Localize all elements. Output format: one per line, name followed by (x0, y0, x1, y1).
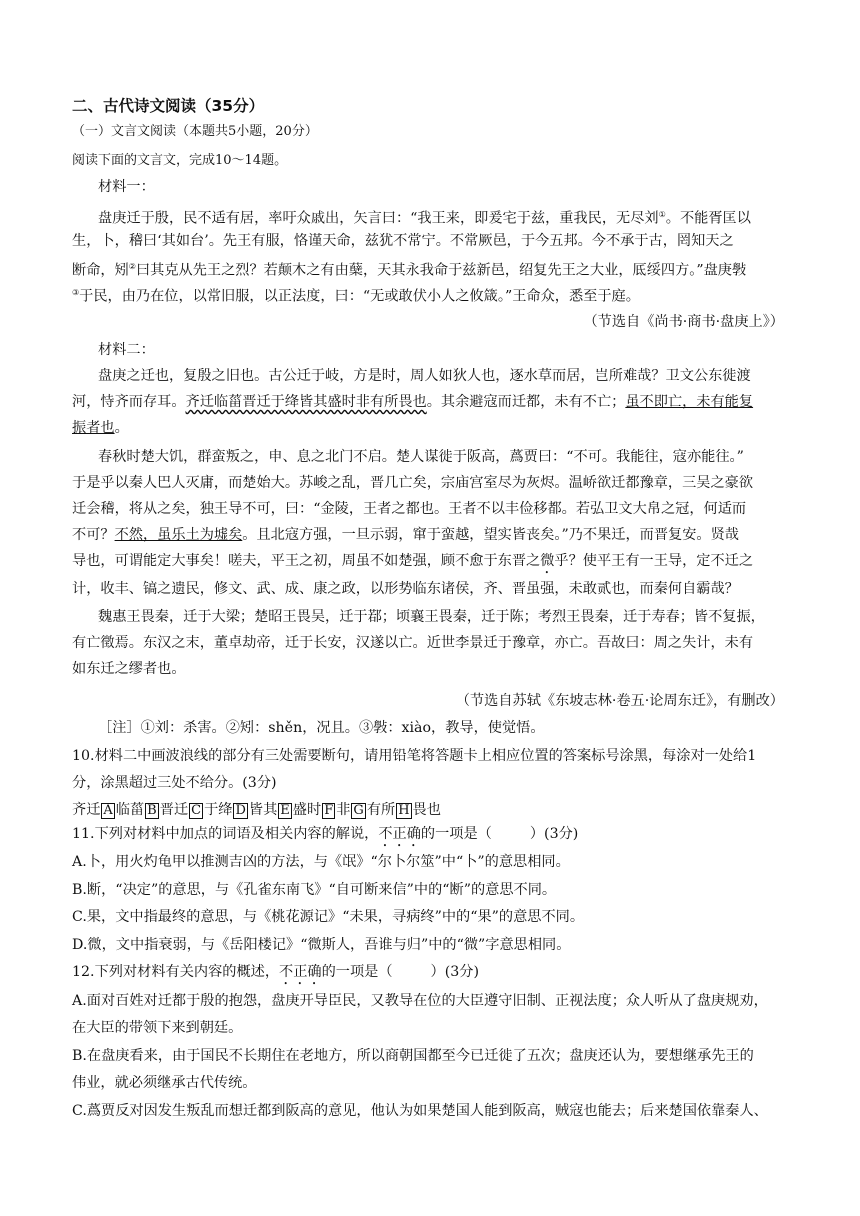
q11-option-c: C.果，文中指最终的意思，与《桃花源记》“未果，寻病终”中的“果”的意思不同。 (72, 909, 585, 925)
segment: 临菑 (115, 802, 145, 818)
q12-option-a-line1: A.面对百姓对迁都于殷的抱怨，盘庚开导臣民，又教导在位的大臣遵守旧制、正视法度；众人听从了盘庚规劝， (72, 993, 768, 1009)
material2-p2-line4 (72, 525, 739, 545)
dotted-word: 不正确 (378, 826, 421, 842)
material2-p3-line3: 如东迁之缪者也。 (72, 661, 186, 677)
segment: 于绛 (204, 802, 233, 818)
section-title: 二、古代诗文阅读（35分） (72, 97, 265, 115)
answer-box-h[interactable]: H (398, 803, 410, 818)
answer-box-b[interactable]: B (147, 803, 157, 818)
text-span: ）(3分) (529, 826, 579, 842)
material2-p2-line2: 于是乎以秦人巴人灭庸，而楚始大。苏峻之乱，晋几亡矣，宗庙宫室尽为灰烬。温峤欲迁都豫章，三吴之豪欲 (72, 475, 754, 491)
segment: 畏也 (412, 802, 441, 818)
segment: 非 (336, 802, 351, 818)
material2-p3-line2: 有亡徵焉。东汉之末，董卓劫帝，迁于长安，汉遂以亡。近世李景迁于豫章，亦亡。吾故曰：周之失计，未有 (72, 635, 754, 651)
sub-title: （一）文言文阅读（本题共5小题，20分） (72, 124, 318, 139)
material2-p2-line3: 迁会稽，将从之矣，独王导不可，曰：“金陵，王者之都也。王者不以丰俭移都。若弘卫文大帛之冠，何适而 (72, 501, 747, 517)
annotation-notes: ［注］①刘：杀害。②矧：shěn，况且。③斅：xiào，教导，使觉悟。 (98, 720, 545, 736)
material1-line (98, 205, 751, 229)
material1-line2: 生，卜，稽曰‘其如台’。先王有服，恪谨天命，兹犹不常宁。不常厥邑，于今五邦。今不承于古，罔知天之 (72, 233, 734, 249)
text-span: 的一项是（ (321, 964, 393, 980)
q10-line2: 分，涂黑超过三处不给分。(3分) (72, 775, 277, 791)
answer-box-g[interactable]: G (353, 803, 364, 818)
material1-line (72, 257, 746, 281)
q11-option-d: D.微，文中指衰弱，与《岳阳楼记》“微斯人，吾谁与归”中的“微”字意思相同。 (72, 937, 571, 953)
segment: 晋迁 (159, 802, 189, 818)
text-span: 11.下列对材料中加点的词语及相关内容的解说， (72, 826, 379, 842)
q12-option-b-line1: B.在盘庚看来，由于国民不长期住在老地方，所以商朝国都至今已迁徙了五次；盘庚还认为，要想继承先王的 (72, 1048, 754, 1064)
material2-source: （节选自苏轼《东坡志林·卷五·论周东迁》，有删改） (455, 693, 784, 709)
answer-box-f[interactable]: F (324, 803, 334, 818)
text-span: 。其余避寇而迁都，未有不亡； (426, 394, 626, 410)
material1-line3: 断命，矧 (72, 262, 129, 279)
dotted-word: 微 (540, 553, 555, 569)
q11-option-b: B.断，“决定”的意思，与《孔雀东南飞》“自可断来信”中的“断”的意思不同。 (72, 882, 557, 898)
q10-line1: 10.材料二中画波浪线的部分有三处需要断句，请用铅笔将答题卡上相应位置的答案标号涂黑，每涂对一处给1 (72, 748, 757, 764)
material1-line1: 盘庚迁于殷，民不适有居，率吁众戚出，矢言曰：“我王来，即爰宅于兹，重我民，无尽刘 (98, 210, 659, 227)
material2-p1-line1: 盘庚之迁也，复殷之旧也。古公迁于岐，方是时，周人如狄人也，逐水草而居，岂所难哉？卫文公东徙渡 (98, 368, 751, 384)
material1-line1-tail: 。不能胥匡以 (665, 210, 751, 227)
underlined-text: 不然，虽乐土为墟矣 (114, 527, 243, 543)
material2-p3-line1: 魏惠王畏秦，迁于大梁；楚昭王畏吴，迁于鄀；顷襄王畏秦，迁于陈；考烈王畏秦，迁于寿春；皆不复振， (98, 609, 765, 625)
q11-stem (72, 824, 578, 850)
answer-box-d[interactable]: D (235, 803, 246, 818)
text-span: 不可？ (72, 527, 115, 543)
material2-p1-line2 (72, 392, 753, 412)
q12-option-c-line1: C.蔿贾反对因发生叛乱而想迁都到阪高的意见，他认为如果楚国人能到阪高，贼寇也能去；后来楚国依靠秦人、 (72, 1103, 768, 1119)
segment: 皆其 (248, 802, 278, 818)
dotted-word: 不正确 (279, 964, 322, 980)
q12-option-b-line2: 伟业，就必须继承古代传统。 (72, 1075, 257, 1091)
underlined-text: 虽不即亡，未有能复 (625, 394, 754, 410)
wavy-underlined-text: 齐迁临菑晋迁于绛皆其盛时非有所畏也 (185, 394, 427, 410)
text-span: ）(3分) (430, 964, 480, 980)
material2-p2-line5 (72, 551, 753, 577)
answer-box-e[interactable]: E (280, 803, 290, 818)
note-marker-2: ② (128, 262, 136, 271)
answer-box-c[interactable]: C (191, 803, 202, 818)
text-span: 导也，可谓能定大事矣！嗟夫，平王之初，周虽不如楚强，顾不愈于东晋之 (72, 553, 541, 569)
material2-label: 材料二： (98, 342, 155, 358)
segment: 有所 (366, 802, 396, 818)
material1-source: （节选自《尚书·商书·盘庚上》） (583, 314, 784, 330)
material1-line4: 于民，由乃在位，以常旧服，以正法度，曰：“无或敢伏小人之攸箴。”王命众，悉至于庭。 (79, 288, 640, 305)
text-span: 河，恃齐而存耳。 (72, 394, 186, 410)
text-span: 的一项是（ (420, 826, 492, 842)
q12-stem (72, 962, 479, 988)
segment: 齐迁 (72, 802, 101, 818)
material1-label: 材料一： (98, 179, 155, 195)
segment: 盛时 (292, 802, 322, 818)
answer-box-a[interactable]: A (103, 803, 113, 818)
q10-options (72, 800, 441, 820)
underlined-text: 振者也 (72, 420, 115, 436)
material1-line3-rest: 曰其克从先王之烈？若颠木之有由蘖，天其永我命于兹新邑，绍复先王之大业，厎绥四方。”盘庚斅 (135, 262, 747, 279)
material2-p1-line3 (72, 418, 129, 438)
material2-p2-line6: 计，收丰、镐之遗民，修文、武、成、康之政，以形势临东诸侯，齐、晋虽强，未敢贰也，而秦何自霸哉？ (72, 581, 739, 597)
q11-option-a: A.卜，用火灼龟甲以推测吉凶的方法，与《氓》“尔卜尔筮”中“卜”的意思相同。 (72, 854, 570, 870)
material2-p2-line1: 春秋时楚大饥，群蛮叛之，申、息之北门不启。楚人谋徙于阪高，蔿贾曰：“不可。我能往，寇亦能往。” (98, 449, 744, 465)
note-marker-3: ③ (72, 288, 80, 297)
text-span: 。且北寇方强，一旦示弱，窜于蛮越，望实皆丧矣。”乃不果迁，而晋复安。贤哉 (242, 527, 739, 543)
text-span: 12.下列对材料有关内容的概述， (72, 964, 280, 980)
q12-option-a-line2: 在大臣的带领下来到朝廷。 (72, 1020, 243, 1036)
text-span: 乎？使平王有一王导，定不迁之 (554, 553, 754, 569)
material1-line (72, 283, 640, 307)
note-marker-1: ① (658, 210, 666, 219)
text-span: 。 (114, 420, 129, 436)
instruction: 阅读下面的文言文，完成10～14题。 (72, 153, 288, 168)
